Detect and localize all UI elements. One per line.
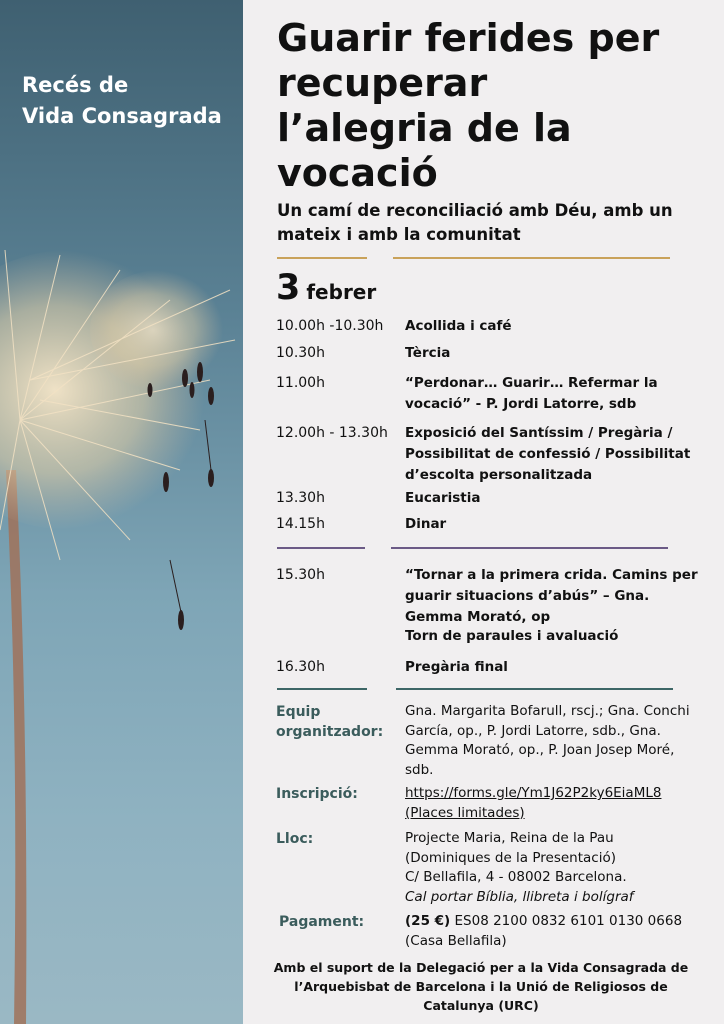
schedule-activity: Eucaristia [405,490,481,506]
content-panel [243,0,724,1024]
schedule-activity: “Perdonar… Guarir… Refermar la vocació” - P. Jordi Latorre, sdb [405,375,658,412]
title-line: recuperar [277,61,488,105]
lloc-value [405,829,705,907]
schedule-time: 10.30h [276,345,325,361]
brand-line-2: Vida Consagrada [22,104,222,128]
divider [277,257,367,259]
schedule-activity: Dinar [405,516,447,532]
divider [277,688,367,690]
schedule-time: 10.00h -10.30h [276,318,384,334]
schedule-activity: Acollida i café [405,318,512,334]
divider [396,688,673,690]
registration-note: (Places limitades) [405,804,525,821]
lloc-label: Lloc: [276,831,314,847]
schedule-time: 14.15h [276,516,325,532]
inscripcio-label: Inscripció: [276,786,358,802]
schedule-activity: Pregària final [405,659,508,675]
bring-note: Cal portar Bíblia, llibreta i bolígraf [405,888,634,905]
address-line: Projecte Maria, Reina de la Pau [405,830,614,846]
schedule-activity: “Tornar a la primera crida. Camins per guarir situacions d’abús” – Gna. Gemma Morató, op [405,567,698,625]
payment-iban: ES08 2100 0832 6101 0130 0668 [450,913,683,929]
schedule-activity: Tèrcia [405,345,451,361]
dandelion-image [0,0,243,1024]
divider [277,547,365,549]
page-title [277,16,717,196]
date-day: 3 [276,268,301,308]
brand-label [22,70,222,132]
address-line: C/ Bellafila, 4 - 08002 Barcelona. [405,869,627,885]
payment-note: (Casa Bellafila) [405,932,507,949]
brand-line-1: Recés de [22,73,129,97]
event-date [276,268,376,308]
date-month: febrer [306,280,377,304]
schedule-time: 16.30h [276,659,325,675]
schedule-time: 15.30h [276,567,325,583]
schedule-time: 12.00h - 13.30h [276,425,388,441]
registration-link[interactable]: https://forms.gle/Ym1J62P2ky6EiaML8 [405,785,662,801]
photo-panel [0,0,243,1024]
title-line: Guarir ferides per [277,16,660,60]
subtitle: Un camí de reconciliació amb Déu, amb un mateix i amb la comunitat [277,201,673,244]
divider [393,257,670,259]
schedule-activity: Exposició del Santíssim / Pregària / Possibilitat de confessió / Possibilitat d’escolta personalitzada [405,425,691,483]
payment-amount: (25 €) [405,913,451,929]
schedule-time: 11.00h [276,375,325,391]
footer-support: Amb el suport de la Delegació per a la Vida Consagrada de l’Arquebisbat de Barcelona i la Unió de Religiosos de Catalunya (URC) [273,960,689,1013]
pagament-value [405,912,705,951]
schedule-activity: Torn de paraules i avaluació [405,628,619,644]
address-line: (Dominiques de la Presentació) [405,849,616,866]
equip-value: Gna. Margarita Bofarull, rscj.; Gna. Conchi García, op., P. Jordi Latorre, sdb., Gna. Gemma Morató, op., P. Joan Josep Moré, sdb. [405,703,690,778]
equip-label: Equip organitzador: [276,704,384,740]
inscripcio-value [405,784,705,823]
pagament-label: Pagament: [279,914,365,930]
title-line: vocació [277,151,438,195]
divider [391,547,668,549]
schedule-time: 13.30h [276,490,325,506]
title-line: l’alegria de la [277,106,572,150]
